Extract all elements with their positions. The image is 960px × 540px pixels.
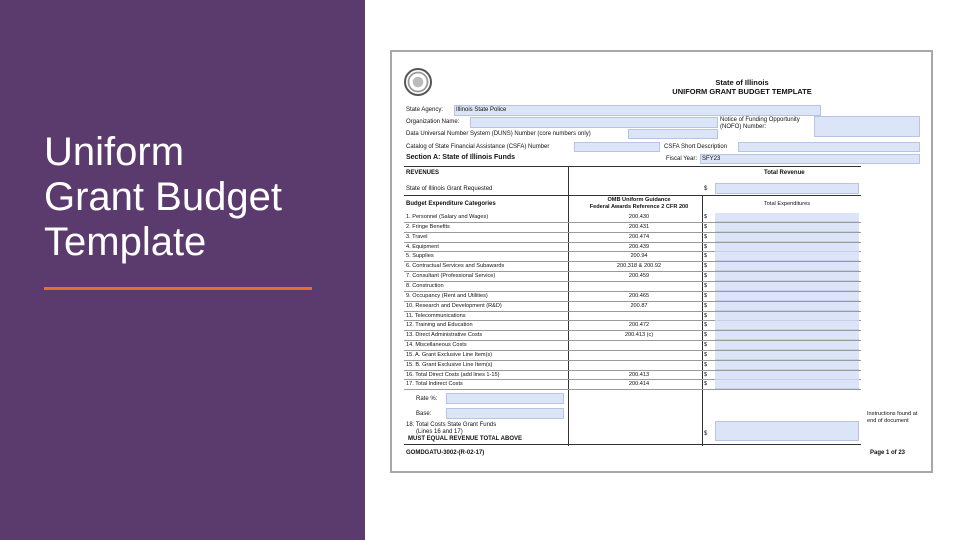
expenditure-row-label: 11. Telecommunications [406, 312, 466, 319]
title-panel [0, 0, 365, 540]
expenditure-row-amount-field[interactable] [715, 321, 859, 330]
expenditure-row-reference: 200.459 [628, 273, 650, 280]
omb-header-line-2: Federal Awards Reference 2 CFR 200 [589, 204, 689, 210]
state-agency-field[interactable] [454, 105, 821, 116]
nofo-field[interactable] [814, 116, 920, 137]
expenditure-row-dollar: $ [704, 282, 708, 289]
expenditure-row-amount-field[interactable] [715, 331, 859, 340]
fiscal-year-label: Fiscal Year: [666, 156, 698, 162]
expenditure-row-dollar: $ [704, 302, 708, 309]
organization-label: Organization Name: [406, 119, 460, 125]
omb-header-line-1: OMB Uniform Guidance [607, 197, 671, 203]
expenditure-row-amount-field[interactable] [715, 292, 859, 301]
slide-title [44, 130, 344, 265]
expenditure-row-amount-field[interactable] [715, 252, 859, 261]
slide-title-line-3: Template [44, 220, 207, 264]
expenditure-row-dollar: $ [704, 292, 708, 299]
expenditure-row-dollar: $ [704, 233, 708, 240]
grant-requested-dollar: $ [704, 186, 708, 192]
form-code: GOMDGATU-3002-(R-02-17) [406, 450, 485, 456]
expenditure-row-label: 10. Research and Development (R&D) [406, 302, 502, 309]
line-18-sublabel: (Lines 16 and 17) [416, 429, 463, 435]
form-image [390, 50, 933, 473]
expenditure-row-amount-field[interactable] [715, 380, 859, 389]
instructions-note: Instructions found at end of document [867, 411, 918, 424]
csfa-field[interactable] [574, 142, 660, 152]
column-divider-1 [568, 166, 569, 446]
expenditure-row-amount-field[interactable] [715, 243, 859, 252]
expenditure-row-reference: 200.414 [628, 381, 650, 388]
expenditure-row-amount-field[interactable] [715, 312, 859, 321]
row-divider [404, 389, 861, 390]
expenditure-row-label: 15. B. Grant Exclusive Line Item(s) [406, 361, 493, 368]
csfa-desc-label: CSFA Short Description [664, 144, 728, 150]
expenditure-row-dollar: $ [704, 381, 708, 388]
state-seal-icon [404, 68, 432, 96]
expenditure-row-label: 8. Construction [406, 282, 444, 289]
nofo-label: Notice of Funding Opportunity (NOFO) Number: [720, 117, 800, 130]
expenditure-row-reference: 200.431 [628, 223, 650, 230]
expenditure-row-amount-field[interactable] [715, 341, 859, 350]
expenditure-row-dollar: $ [704, 273, 708, 280]
revenues-label: REVENUES [406, 170, 440, 176]
line-18-total-field[interactable] [715, 421, 859, 441]
duns-field[interactable] [628, 129, 718, 139]
expenditure-row-label: 13. Direct Administrative Costs [406, 332, 483, 339]
csfa-desc-field[interactable] [738, 142, 920, 152]
expenditure-row-amount-field[interactable] [715, 262, 859, 271]
expenditure-row-label: 9. Occupancy (Rent and Utilities) [406, 292, 488, 299]
rate-label: Rate %: [416, 396, 438, 402]
expenditure-row-dollar: $ [704, 351, 708, 358]
expenditure-row-dollar: $ [704, 312, 708, 319]
expenditure-row-dollar: $ [704, 223, 708, 230]
title-underline [44, 287, 312, 290]
duns-label: Data Universal Number System (DUNS) Number (core numbers only) [406, 131, 591, 137]
expenditure-row-reference: 200.413 [628, 371, 650, 378]
expenditure-row-amount-field[interactable] [715, 272, 859, 281]
budget-categories-label: Budget Expenditure Categories [406, 201, 496, 207]
expenditure-row-dollar: $ [704, 342, 708, 349]
fiscal-year-value: SFY23 [702, 156, 721, 162]
budget-form [392, 52, 931, 471]
grant-requested-label: State of Illinois Grant Requested [406, 186, 493, 192]
expenditure-row-dollar: $ [704, 263, 708, 270]
expenditure-row-reference: 200.430 [628, 214, 650, 220]
expenditure-row-reference: 200.465 [628, 292, 650, 299]
fiscal-year-field[interactable] [700, 154, 920, 164]
expenditure-row-amount-field[interactable] [715, 371, 859, 380]
expenditure-row-label: 7. Consultant (Professional Service) [406, 273, 496, 280]
expenditure-row-label: 14. Miscellaneous Costs [406, 342, 467, 349]
expenditure-row-reference: 200.318 & 200.92 [616, 263, 662, 270]
expenditure-row-reference: 200.474 [628, 233, 650, 240]
csfa-label: Catalog of State Financial Assistance (CSFA) Number [406, 144, 550, 150]
rate-field[interactable] [446, 393, 564, 404]
base-field[interactable] [446, 408, 564, 419]
expenditure-row-label: 2. Fringe Benefits [406, 223, 450, 230]
expenditure-row-dollar: $ [704, 253, 708, 260]
revenues-top-rule [404, 166, 861, 167]
state-agency-value: Illinois State Police [456, 107, 507, 113]
line-18-warning: MUST EQUAL REVENUE TOTAL ABOVE [408, 436, 523, 442]
expenditure-row-amount-field[interactable] [715, 351, 859, 360]
line-18-dollar: $ [704, 431, 708, 437]
expenditure-row-amount-field[interactable] [715, 223, 859, 232]
page-number: Page 1 of 23 [870, 450, 906, 456]
expenditure-row-label: 3. Travel [406, 233, 428, 240]
expenditure-row-label: 17. Total Indirect Costs [406, 381, 463, 388]
expenditure-row-label: 16. Total Direct Costs (add lines 1-15) [406, 371, 500, 378]
expenditure-row-amount-field[interactable] [715, 282, 859, 291]
expenditure-row-reference: 200.472 [628, 322, 650, 329]
expenditure-row-label: 15. A. Grant Exclusive Line Item(s) [406, 351, 493, 358]
expenditure-row-dollar: $ [704, 371, 708, 378]
expenditure-row-label: 4. Equipment [406, 243, 439, 250]
total-expenditures-label: Total Expenditures [763, 201, 811, 207]
slide-title-line-1: Uniform [44, 130, 185, 174]
expenditure-row-amount-field[interactable] [715, 213, 859, 222]
form-title: UNIFORM GRANT BUDGET TEMPLATE [672, 87, 812, 96]
expenditure-row-reference: 200.413 (c) [624, 332, 654, 339]
expenditure-row-label: 12. Training and Education [406, 322, 473, 329]
expenditure-row-dollar: $ [704, 332, 708, 339]
organization-field[interactable] [470, 117, 718, 128]
expenditure-row-amount-field[interactable] [715, 361, 859, 370]
expenditure-row-reference: 200.439 [628, 243, 650, 250]
expenditure-row-label: 1. Personnel (Salary and Wages) [406, 214, 489, 220]
state-agency-label: State Agency: [406, 107, 444, 113]
grant-requested-field[interactable] [715, 183, 859, 194]
slide-title-line-2: Grant Budget [44, 175, 282, 219]
expenditure-row-dollar: $ [704, 214, 708, 220]
expenditure-row-label: 5. Supplies [406, 253, 434, 260]
expenditure-row-amount-field[interactable] [715, 233, 859, 242]
line-18-label: 18. Total Costs State Grant Funds [406, 422, 497, 428]
bottom-rule [404, 444, 861, 445]
expenditure-row-dollar: $ [704, 361, 708, 368]
expenditure-row-amount-field[interactable] [715, 302, 859, 311]
expenditure-row-reference: 200.94 [630, 253, 648, 260]
form-title-state: State of Illinois [715, 78, 769, 87]
section-a-heading: Section A: State of Illinois Funds [406, 154, 516, 161]
expenditure-row-dollar: $ [704, 322, 708, 329]
table-header-rule [404, 195, 861, 196]
expenditure-row-label: 6. Contractual Services and Subawards [406, 263, 505, 270]
expenditure-row-dollar: $ [704, 243, 708, 250]
expenditure-row-reference: 200.87 [630, 302, 648, 309]
base-label: Base: [416, 411, 432, 417]
total-revenue-label: Total Revenue [764, 170, 805, 176]
